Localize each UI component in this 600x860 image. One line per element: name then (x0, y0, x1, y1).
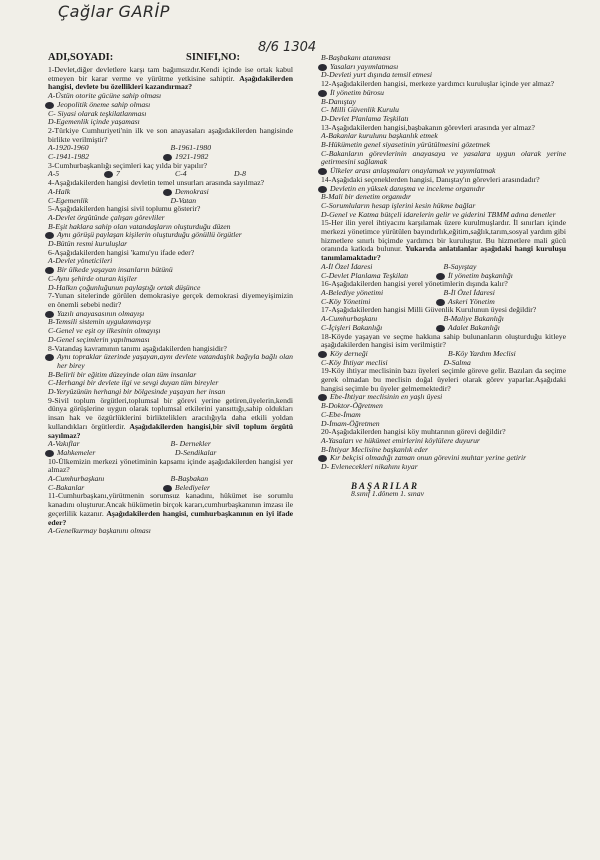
question-stem: 19-Köy ihtiyar meclisinin bazı üyeleri seçimle göreve gelir. Bazıları da seçime gerek olmadan bu meclisin doğal üyeleri olarak görev yaparlar.Aşağıdaki hangisi seçimle bu üyeler gelmemektedir? (321, 366, 566, 393)
answer-option: B-Eşit haklara sahip olan vatandaşların oluşturduğu düzen (48, 221, 231, 231)
question-text (48, 292, 293, 309)
question-prompt: Yukarıda anlatılanlar aşağıdaki hangi kuruluşu tanımlamaktadır? (321, 244, 567, 263)
answer-option: C-Aynı şehirde oturan kişiler (48, 273, 138, 283)
question-stem: 8-Vatandaş kavramının tanımı aşağıdakilerden hangisidir? (48, 343, 227, 353)
marked-answer-option: Ebe-İhtiyar meclisinin en yaşlı üyesi (321, 393, 566, 402)
class-label: SINIFI,NO: (186, 52, 240, 63)
answer-option: A-Üstün otorite gücüne sahip olması (48, 91, 162, 101)
marked-answer-option: Mahkemeler (48, 449, 175, 458)
marked-answer-option: Yazılı anayasasının olmayışı (48, 310, 293, 319)
answer-option: B-1961-1980 (170, 143, 212, 153)
question-prompt: Aşağıdakilerden hangisi, cumhurbaşkanının en iyi ifade eder? (48, 508, 294, 527)
answer-option: D-Genel ve Katma bütçeli idarelerin gelir ve giderini TBMM adına denetler (321, 209, 556, 219)
marked-answer-option: 7 (107, 170, 175, 179)
answer-option: D-Yeryüzünün herhangi bir bölgesinde yaşayan her insan (48, 387, 226, 397)
answer-option: D-Salma (443, 357, 471, 367)
answer-option: D-8 (234, 169, 246, 179)
question-text (48, 127, 293, 144)
marked-answer-option: Devletin en yüksek danışma ve inceleme organıdır (321, 185, 566, 194)
answer-option: C- Siyasi olarak teşkilatlanması (48, 108, 147, 118)
answer-option: C-Ebe-İmam (321, 409, 361, 419)
answer-option: A-Devlet örgütünde çalışan görevliler (48, 212, 165, 222)
question-prompt: Aşağıdakilerden hangisi, devlete bu özellikleri kazandırmaz? (48, 73, 294, 92)
answer-option-row (321, 350, 566, 359)
answer-option: A-1920-1960 (48, 143, 89, 153)
answer-option: D-Halkın çoğunluğunun paylaştığı ortak düşünce (48, 282, 201, 292)
marked-answer-option: Demokrasi (166, 188, 293, 197)
answer-option: B-Sayıştay (443, 261, 477, 271)
marked-answer-option: İl yönetim başkanlığı (439, 272, 566, 281)
answer-option: B-Maliye Bakanlığı (443, 314, 504, 324)
answer-option: A-Halk (48, 186, 71, 196)
answer-option: B-Mali bir denetim organıdır (321, 192, 412, 202)
question-stem: 12-Aşağıdakilerden hangisi, merkeze yardımcı kuruluşlar içinde yer almaz? (321, 79, 555, 89)
marked-answer-option: Köy derneği (321, 350, 448, 359)
answer-option: B-Danıştay (321, 96, 357, 106)
answer-option: B-İhtiyar Meclisine başkanlık eder (321, 444, 428, 454)
question-text (48, 162, 293, 171)
answer-option: C-Bakanların görevlerinin anayasaya ve yasalara uygun olarak yerine getirmesini sağlamak (321, 148, 566, 167)
marked-answer-option: Yasaları yayımlatması (321, 63, 566, 72)
answer-option: C-Egemenlik (48, 195, 89, 205)
question-stem: 14-Aşağıdaki seçeneklerden hangisi, Danıştay'ın görevleri arasındadır? (321, 174, 540, 184)
question-stem: 10-Ülkemizin merkezi yönetiminin kapsamı içinde aşağıdakilerden hangisi yer almaz? (48, 456, 293, 475)
answer-option: C- Milli Güvenlik Kurulu (321, 105, 399, 115)
question-text (48, 397, 293, 441)
answer-option: D-Genel seçimlerin yapılmaması (48, 334, 150, 344)
answer-option: B-Doktor-Öğretmen (321, 401, 383, 411)
answer-option: A-Cumhurbaşkanı (48, 474, 105, 484)
right-column (321, 54, 566, 499)
answer-option: B-İl Özel İdaresi (443, 287, 495, 297)
answer-option: C-4 (175, 169, 187, 179)
answer-option: A-Cumhurbaşkanı (321, 314, 378, 324)
marked-answer-option: Aynı topraklar üzerinde yaşayan,aynı devlete vatandaşlık bağıyla bağlı olan her birey (48, 353, 293, 370)
question-stem: 3-Cumhurbaşkanlığı seçimleri kaç yılda bir yapılır? (48, 160, 208, 170)
answer-option: A-Bakanlar kurulunu başkanlık etmek (321, 131, 438, 141)
answer-option: D- Evlenecekleri nikahını kıyar (321, 462, 418, 472)
answer-option: C-Herhangi bir devlete ilgi ve sevgi duyan tüm bireyler (48, 378, 219, 388)
question-text (321, 333, 566, 350)
footer-title: BAŞARILAR (351, 480, 420, 491)
question-stem: 7-Yunan sitelerinde görülen demokrasiye gerçek demokrasi diyemeyişimizin en önemli sebebi nedir? (48, 291, 293, 309)
answer-option: D-Vatan (170, 195, 197, 205)
question-text (321, 367, 566, 393)
marked-answer-option: Aynı görüşü paylaşan kişilerin oluşturduğu gönüllü örgütler (48, 231, 293, 240)
marked-answer-option: Kır bekçisi olmadığı zaman onun görevini muhtar yerine getirir (321, 454, 566, 463)
question-stem: 18-Köyde yaşayan ve seçme hakkına sahip bulunanların oluşturduğu kitleye aşağıdakilerden hangisi isim verilmiştir? (321, 331, 566, 350)
answer-option: C-Köy İhtiyar meclisi (321, 357, 388, 367)
answer-option: B-Başbakanı atanması (321, 53, 391, 62)
answer-option: B-Köy Yardım Meclisi (448, 348, 516, 358)
answer-option: C-Bakanlar (48, 482, 85, 492)
answer-option: D-Sendikalar (175, 447, 217, 457)
question-text (321, 219, 566, 263)
answer-option: A-Vakıflar (48, 439, 80, 449)
question-stem: 13-Aşağıdakilerden hangisi,başbakanın görevleri arasında yer almaz? (321, 122, 535, 132)
question-text (48, 179, 293, 188)
answer-option: B-Başbakan (170, 474, 209, 484)
question-text (48, 458, 293, 475)
question-stem: 1-Devlet,diğer devletlere karşı tam bağımsızdır.Kendi içinde ise ortak kabul etmeyen bir karar verme ve yürütme yetkisine sahiptir. (48, 65, 293, 83)
marked-answer-option: Ülkeler arası anlaşmaları onaylamak ve yayımlatmak (321, 167, 566, 176)
marked-answer-option: 1921-1982 (166, 153, 293, 162)
marked-answer-option: Adalet Bakanlığı (439, 324, 566, 333)
answer-option: D-Devlet Planlama Teşkilatı (321, 113, 409, 123)
answer-option: B-Temsili sistemin uygulanmayışı (48, 317, 152, 327)
answer-option: D-Egemenlik içinde yaşaması (48, 117, 140, 127)
answer-option: A-5 (48, 169, 60, 179)
answer-option: D-Devleti yurt dışında temsil etmesi (321, 70, 433, 80)
answer-option: A-Genelkurmay başkanını olması (48, 526, 151, 536)
answer-option: D-Bütün resmi kuruluşlar (48, 239, 128, 249)
handwritten-number: 8/6 1304 (258, 40, 317, 55)
answer-option: D-İmam-Öğretmen (321, 418, 380, 428)
answer-option: B-Hükümetin genel siyasetinin yürütülmesini gözetmek (321, 140, 491, 150)
question-stem: 17-Aşağıdakilerden hangisi Milli Güvenlik Kurulunun üyesi değildir? (321, 305, 537, 315)
answer-option: C-Devlet Planlama Teşkilatı (321, 270, 409, 280)
answer-option: C-Sorumluların hesap işlerini kesin hükme bağlar (321, 200, 476, 210)
question-stem: 11-Cumhurbaşkanı,yürütmenin sorumsuz kanadını, hükümet ise sorumlu kanadını oluşturur.Ancak hükümetin birçok kararı,cumhurbaşkanının imzası ile geçerlilik kazanır. (48, 491, 293, 518)
answer-option: C-Genel ve eşit oy ilkesinin olmayışı (48, 326, 161, 336)
question-text (48, 492, 293, 527)
question-prompt: Aşağıdakilerden hangisi,bir sivil toplum örgütü sayılmaz? (48, 421, 293, 440)
answer-option: A-İl Özel İdaresi (321, 261, 373, 271)
left-column (48, 66, 293, 536)
answer-option-row (48, 475, 293, 484)
marked-answer-option: Jeopolitik öneme sahip olması (48, 101, 293, 110)
answer-option: B- Dernekler (170, 439, 211, 449)
question-stem: 5-Aşağıdakilerden hangisi sivil toplumu gösterir? (48, 204, 201, 214)
answer-option: C-İçişleri Bakanlığı (321, 322, 383, 332)
answer-option: A-Belediye yönetimi (321, 287, 384, 297)
question-stem: 4-Aşağıdakilerden hangisi devletin temel unsurları arasında sayılmaz? (48, 178, 265, 188)
question-stem: 20-Aşağıdakilerden hangisi köy muhtarının görevi değildir? (321, 427, 506, 437)
name-label: ADI,SOYADI: (48, 52, 114, 63)
marked-answer-option: Bir ülkede yaşayan insanların bütünü (48, 266, 293, 275)
footer-subtitle: 8.sınıf 1.dönem 1. sınav (351, 489, 425, 499)
question-stem: 2-Türkiye Cumhuriyeti'nin ilk ve son anayasaları aşağıdakilerden hangisinde birlikte verilmiştir? (48, 125, 293, 144)
answer-option: B-Belirli bir eğitim düzeyinde olan tüm insanlar (48, 369, 197, 379)
question-stem: 16-Aşağıdakilerden hangisi yerel yönetimlerin dışında kalır? (321, 279, 508, 289)
marked-answer-option: İl yönetim bürosu (321, 89, 566, 98)
question-stem: 15-Her ilin yerel ihtiyacını karşılamak üzere kurulmuşlardır. İl sınırları içinde merkezi yönetimce yürütülen bayındırlık,eğitim,sağlık,tarım,sosyal yardım gibi hizmetlere sınırlı biçimde yardımcı bir kuruluştur. Bu hizmetlere mali gücü oranında katkıda bulunur. (321, 218, 566, 254)
answer-option: C-1941-1982 (48, 152, 89, 162)
answer-option: A-Yasaları ve hükümet emirlerini köylülere duyurur (321, 435, 480, 445)
answer-option: C-Köy Yönetimi (321, 296, 371, 306)
question-text (48, 66, 293, 92)
marked-answer-option: Belediyeler (166, 484, 293, 493)
handwritten-name: Çağlar GARİP (58, 2, 170, 21)
answer-option: A-Devlet yöneticileri (48, 256, 113, 266)
marked-answer-option: Askeri Yönetim (439, 298, 566, 307)
question-stem: 6-Aşağıdakilerden hangisi 'kamu'yu ifade eder? (48, 247, 195, 257)
question-stem: 9-Sivil toplum örgütleri,toplumsal bir görevi yerine getiren,üyelerin,kendi dünya görüşlerine uygun olarak toplumsal etkilerini yansıttığı,sahip oldukları insan hak ve özgürlüklerini birlikteliklerı aracılığıyla daha etkili yoldan kullandıkları örgütlerdir. (48, 395, 293, 431)
